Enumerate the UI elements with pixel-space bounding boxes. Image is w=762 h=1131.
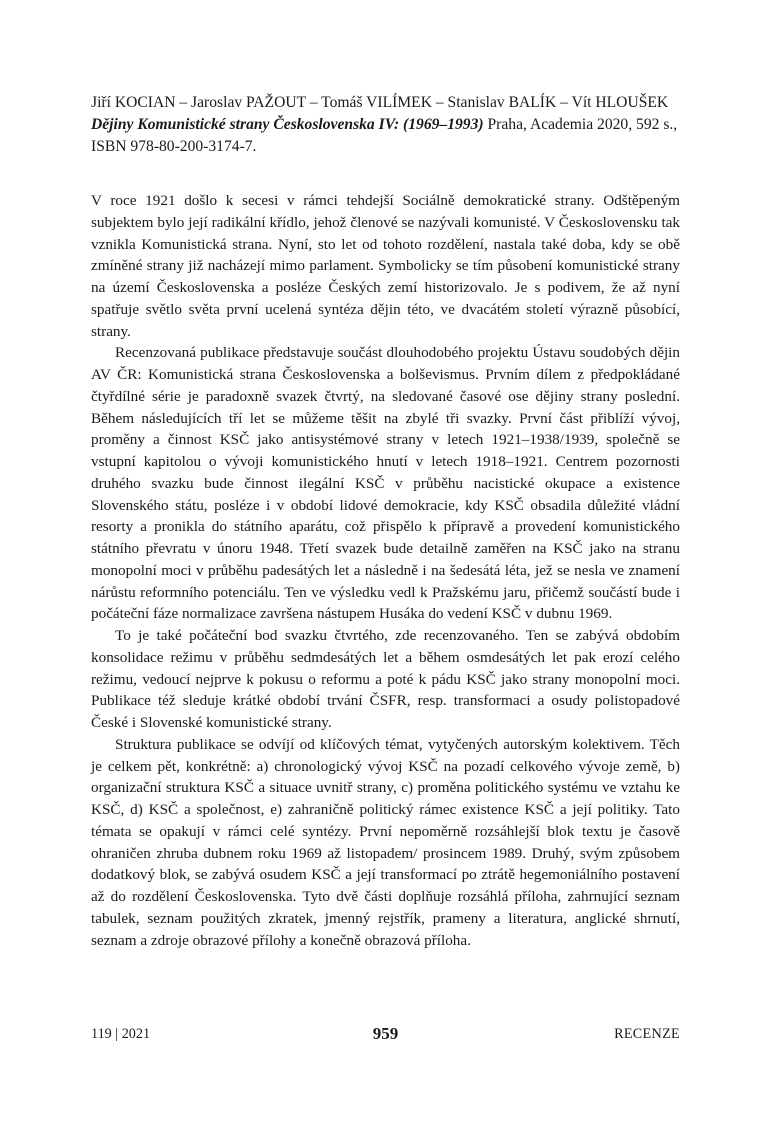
book-authors: Jiří KOCIAN – Jaroslav PAŽOUT – Tomáš VILÍMEK – Stanislav BALÍK – Vít HLOUŠEK [91,94,669,111]
paragraph: Recenzovaná publikace představuje součást dlouhodobého projektu Ústavu soudobých dějin AV ČR: Komunistická strana Československa a bolševismus. Prvním dílem z předpokládané čtyřdílné série je paradoxně svazek čtvrtý, na sledované časové ose dějiny strany poslední. Během následujících tří let se můžeme těšit na zbylé tři svazky. První část přiblíží vývoj, proměny a činnost KSČ jako antisystémové strany v letech 1921–1938/1939, společně se vstupní kapitolou o vývoji komunistického hnutí v letech 1918–1921. Centrem pozornosti druhého svazku bude činnost ilegální KSČ v průběhu nacistické okupace a existence Slovenského státu, posléze i v období lidové demokracie, kdy KSČ obsadila důležité vládní resorty a pronikla do státního aparátu, což přispělo k přípravě a provedení komunistického státního převratu v únoru 1948. Třetí svazek bude detailně zaměřen na KSČ jako na stranu monopolní moci v průběhu padesátých let a následně i na šedesátá léta, jež se nesla ve znamení nárůstu reformního potenciálu. Ten ve výsledku vedl k Pražskému jaru, přičemž součástí bude i počáteční fáze normalizace završena nástupem Husáka do vedení KSČ v dubnu 1969. [91,344,680,623]
publication-details: Praha, Academia 2020, 592 s., ISBN 978-80-200-3174-7. [91,116,678,156]
review-header [91,92,681,159]
review-body [91,190,680,951]
paragraph: V roce 1921 došlo k secesi v rámci tehdejší Sociálně demokratické strany. Odštěpeným subjektem bylo její radikální křídlo, jehož členové se nazývali komunisté. V Československu tak vznikla Komunistická strana. Nyní, sto let od tohoto rozdělení, nastala také doba, kdy se obě zmíněné strany již nacházejí mimo parlament. Symbolicky se tím působení komunistické strany na území Československa a posléze Českých zemí historizovalo. Je s podivem, že až nyní spatřuje světlo světa první ucelená syntéza dějin této, ve dvacátém století výrazně působící, strany. [91,192,680,340]
issue-number: 119 | 2021 [91,1026,151,1042]
page-footer [91,1024,680,1048]
page-number: 959 [372,1024,399,1043]
paragraph: To je také počáteční bod svazku čtvrtého, zde recenzovaného. Ten se zabývá obdobím konsolidace režimu v průběhu sedmdesátých let a během osmdesátých let pak erozí celého režimu, vedoucí nejprve k pokusu o reformu a poté k pádu KSČ jako strany monopolní moci. Publikace též sleduje krátké období trvání ČSFR, resp. transformaci a osudy polistopadové České i Slovenské komunistické strany. [91,627,680,731]
paragraph: Struktura publikace se odvíjí od klíčových témat, vytyčených autorským kolektivem. Těch je celkem pět, konkrétně: a) chronologický vývoj KSČ na pozadí celkového vývoje země, b) organizační struktura KSČ a situace uvnitř strany, c) proměna politického systému ve vztahu ke KSČ, d) KSČ a společnost, e) zahraničně politický rámec existence KSČ a její politiky. Tato témata se opakují v rámci celé syntézy. První nepoměrně rozsáhlejší blok textu je časově ohraničen zhruba dubnem roku 1969 až listopadem/ prosincem 1989. Druhý, svým způsobem dodatkový blok, se zabývá osudem KSČ a její transformací po ztrátě hegemoniálního postavení až do rozdělení Československa. Tyto dvě části doplňuje rozsáhlá příloha, zahrnující seznam tabulek, seznam použitých zkratek, jmenný rejstřík, prameny a literatura, anglické shrnutí, seznam a zdroje obrazové přílohy a konečně obrazová příloha. [91,735,680,949]
book-title: Dějiny Komunistické strany Československa IV: (1969–1993) [91,116,484,134]
section-name: RECENZE [614,1026,680,1042]
